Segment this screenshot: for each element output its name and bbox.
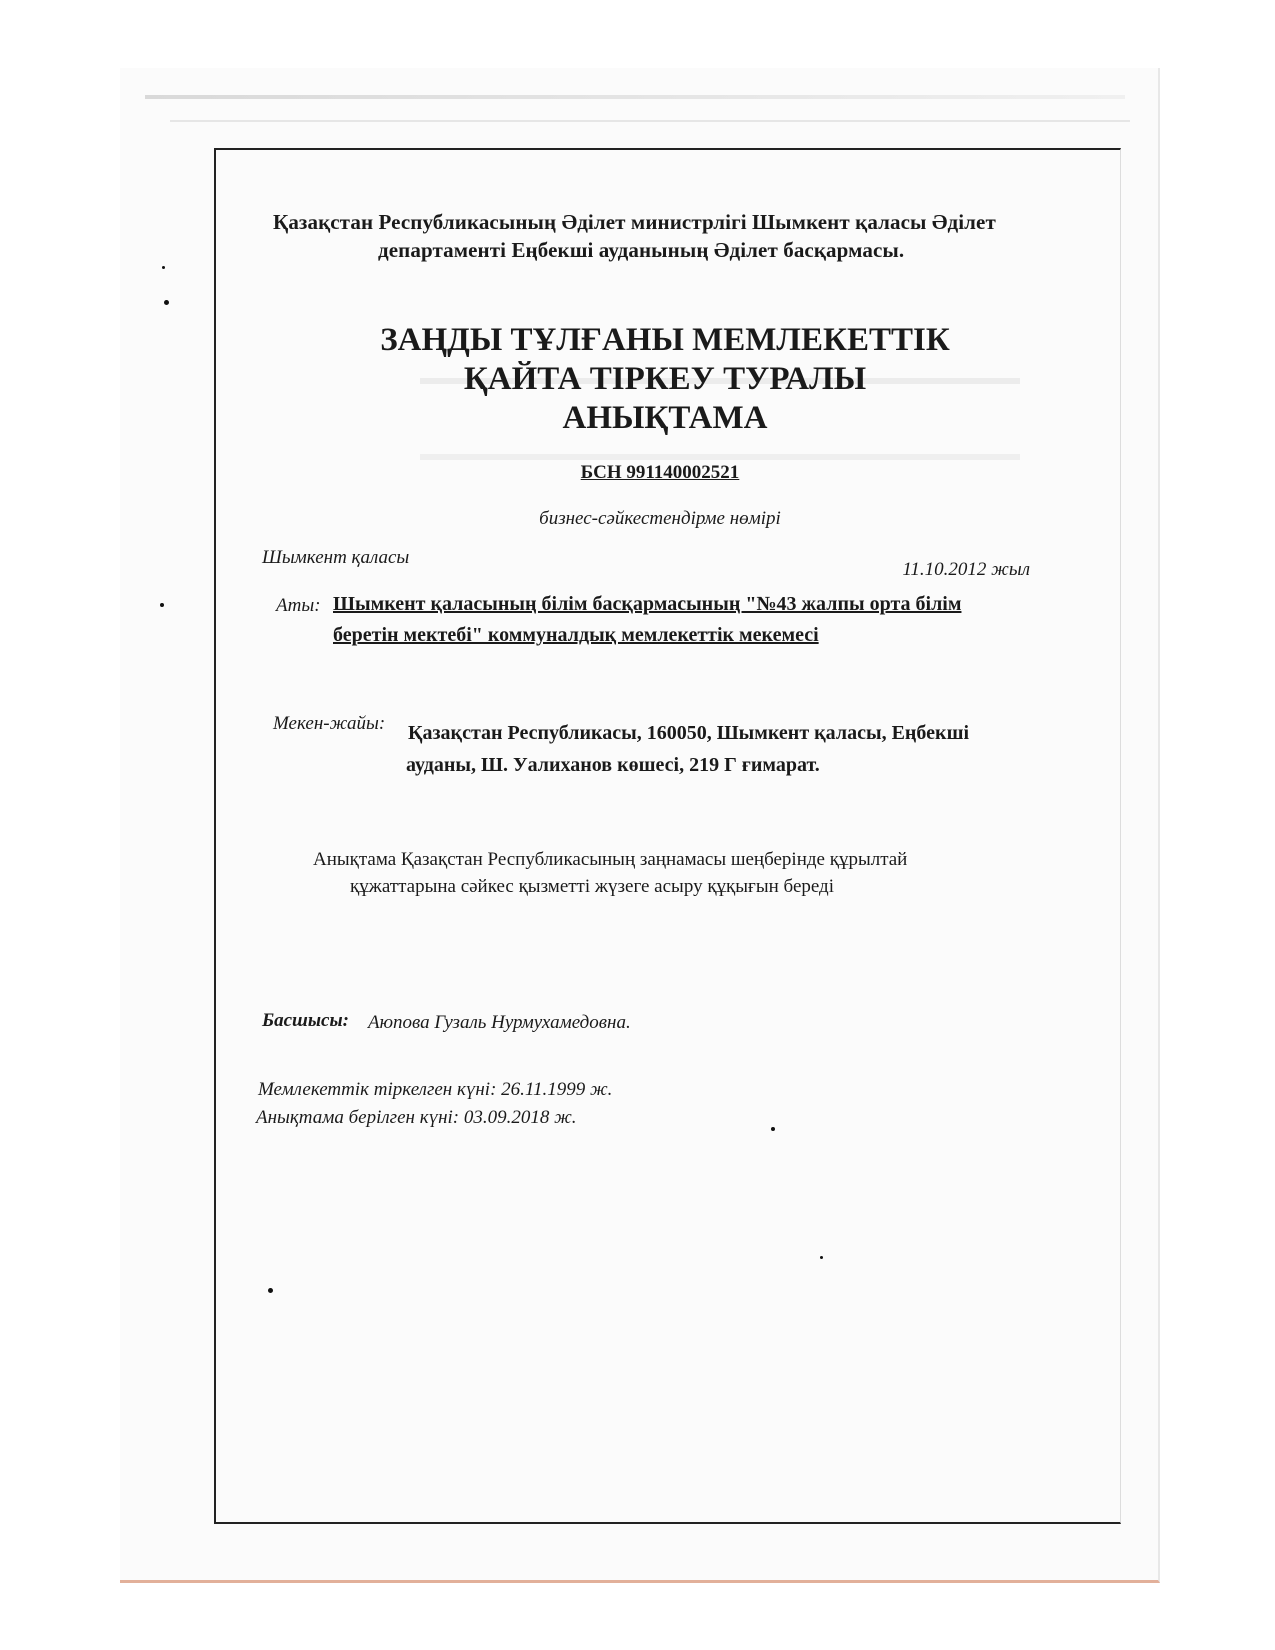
state-registration-date: Мемлекеттік тіркелген күні: 26.11.1999 ж. <box>258 1079 613 1100</box>
scan-speck <box>820 1256 823 1259</box>
title-line-3: АНЫҚТАМА <box>562 400 768 436</box>
paper-fold <box>145 95 1125 99</box>
name-value-line-2: беретін мектебі" коммуналдық мемлекеттік мекемесі <box>333 624 819 646</box>
issuer-line-1: Қазақстан Республикасының Әділет министрлігі Шымкент қаласы Әділет <box>273 210 996 234</box>
address-label: Мекен-жайы: <box>273 713 386 734</box>
certificate-issue-date: Анықтама берілген күні: 03.09.2018 ж. <box>256 1107 577 1128</box>
statement-line-2: құжаттарына сәйкес қызметті жүзеге асыру құқығын береді <box>350 876 834 897</box>
scan-speck <box>162 266 165 269</box>
bin-caption: бизнес-сәйкестендірме нөмірі <box>539 508 781 529</box>
paper-fold-shadow <box>170 120 1130 122</box>
statement-line-1: Анықтама Қазақстан Республикасының заңнамасы шеңберінде құрылтай <box>313 849 908 870</box>
scan-speck <box>771 1127 775 1131</box>
issuer-line-2: департаменті Еңбекші ауданының Әділет басқармасы. <box>378 238 905 262</box>
date: 11.10.2012 жыл <box>902 559 1030 580</box>
title-line-1: ЗАҢДЫ ТҰЛҒАНЫ МЕМЛЕКЕТТІК <box>380 322 950 358</box>
address-value-line-2: ауданы, Ш. Уалиханов көшесі, 219 Г ғимарат. <box>406 754 820 776</box>
scan-speck <box>268 1288 273 1293</box>
name-label: Аты: <box>276 595 321 616</box>
scan-speck <box>164 300 169 305</box>
city: Шымкент қаласы <box>262 547 410 568</box>
head-value: Аюпова Гузаль Нурмухамедовна. <box>368 1012 631 1033</box>
scan-speck <box>160 603 164 607</box>
head-label: Басшысы: <box>262 1010 349 1031</box>
name-value-line-1: Шымкент қаласының білім басқармасының "№43 жалпы орта білім <box>333 593 962 615</box>
bin-number: БСН 991140002521 <box>580 462 740 483</box>
address-value-line-1: Қазақстан Республикасы, 160050, Шымкент қаласы, Еңбекші <box>408 722 970 744</box>
title-line-2: ҚАЙТА ТІРКЕУ ТУРАЛЫ <box>463 361 867 397</box>
